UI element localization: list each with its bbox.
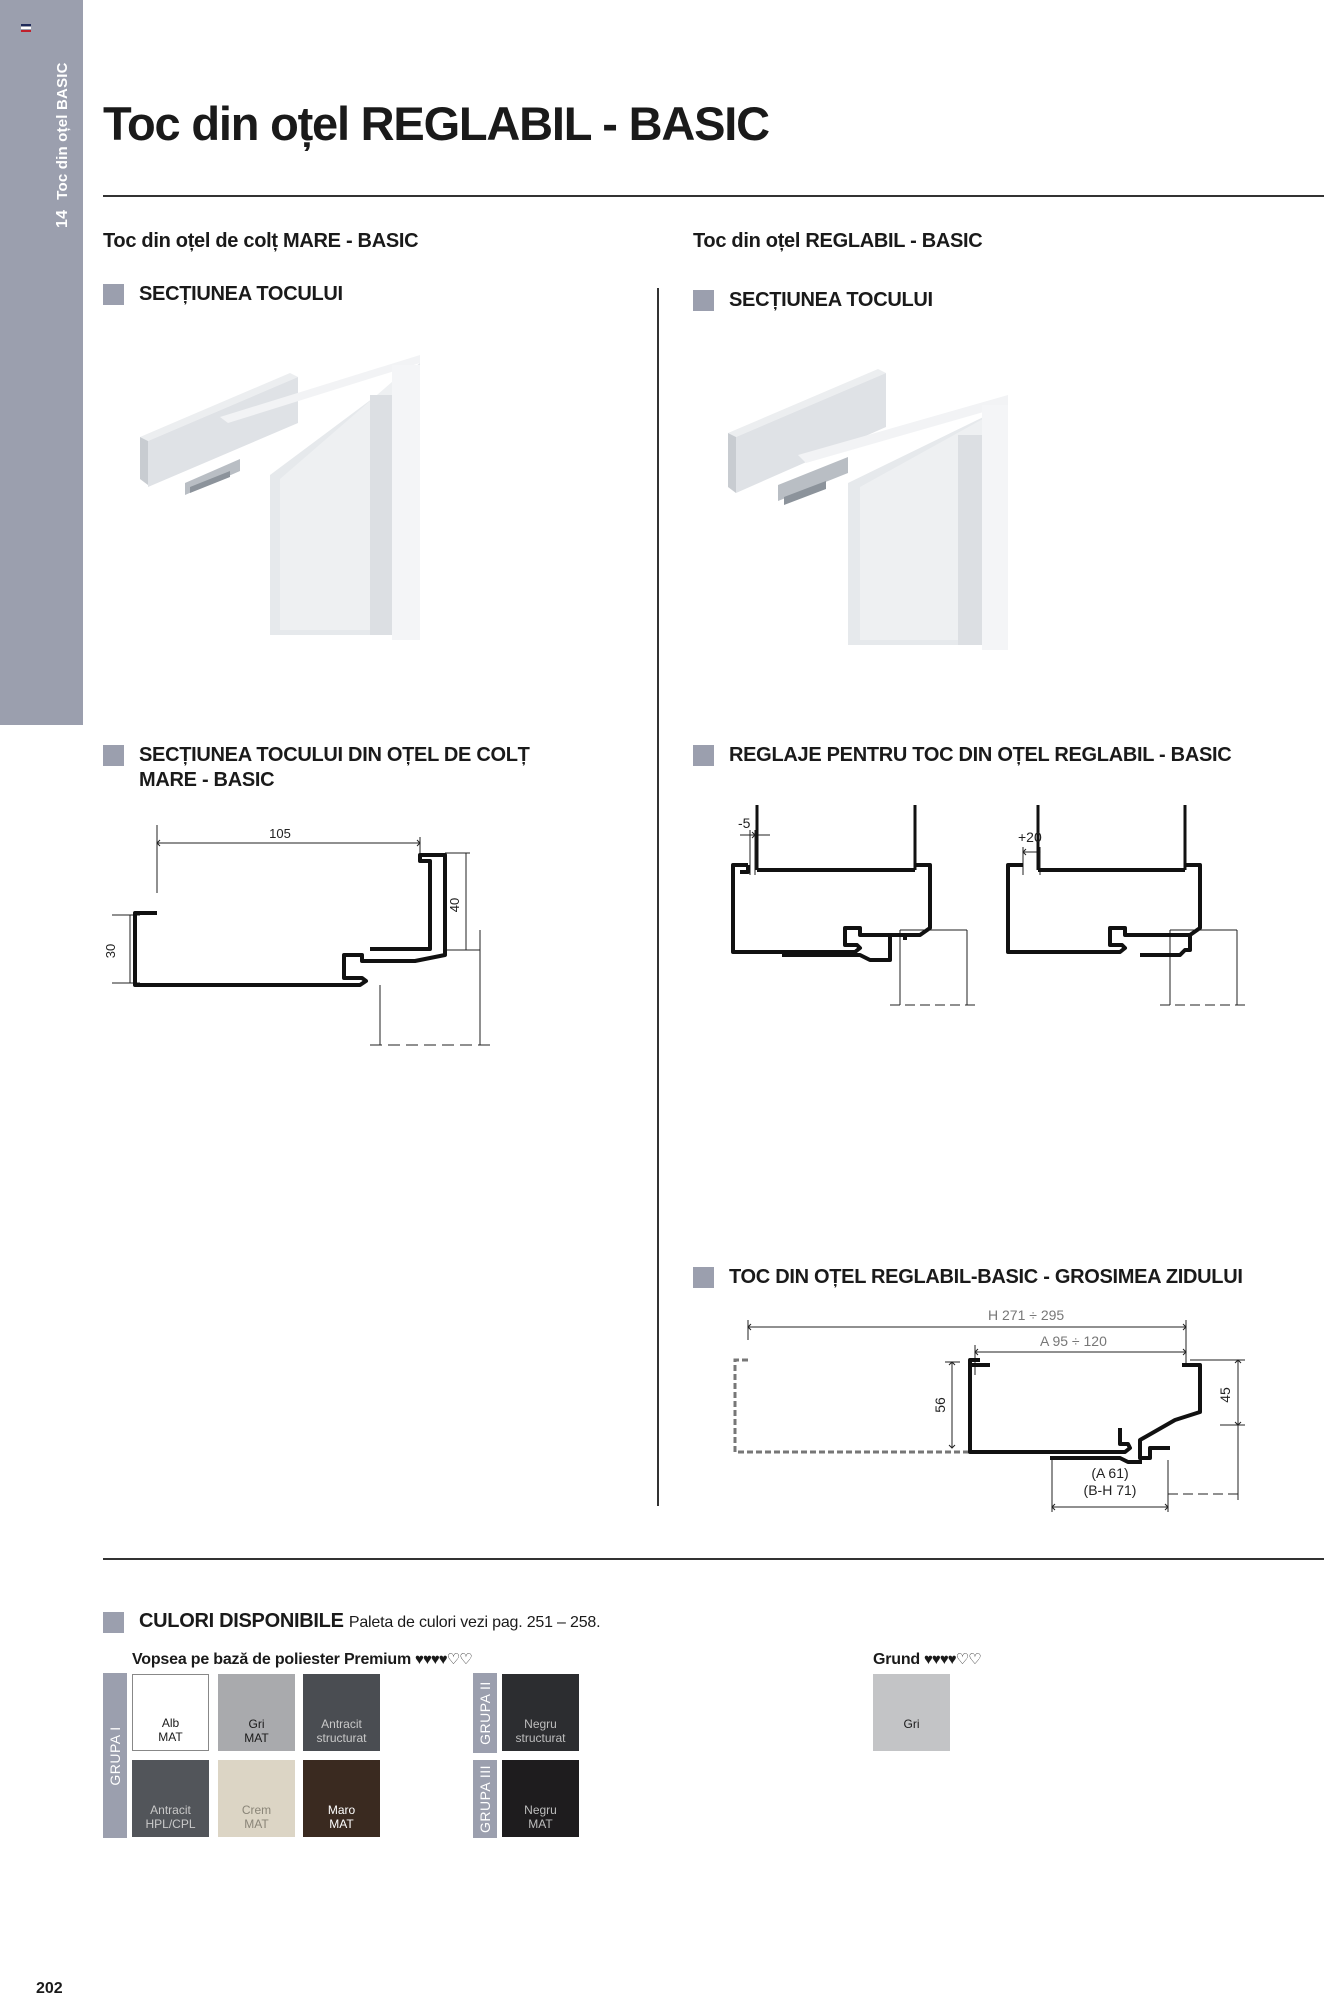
grund-label-text: Grund [873, 1651, 920, 1668]
sidebar-section-title [54, 62, 72, 228]
color-swatch [502, 1760, 579, 1837]
swatch-name: Alb [161, 1716, 180, 1730]
sidebar [0, 0, 83, 725]
color-swatch [218, 1674, 295, 1751]
wall-a61-label: (A 61) [1091, 1465, 1129, 1481]
column-divider [657, 288, 659, 1506]
color-swatch [218, 1760, 295, 1837]
left-profile-heading [103, 743, 530, 793]
wall-thickness-heading: TOC DIN OȚEL REGLABIL-BASIC - GROSIMEA ZIDULUI [693, 1265, 1243, 1290]
sidebar-page-number: 14 [54, 209, 71, 228]
color-swatch [132, 1760, 209, 1837]
color-swatch [132, 1674, 209, 1751]
color-swatch [303, 1760, 380, 1837]
flag-icon [21, 24, 31, 31]
group-1-label [103, 1673, 127, 1838]
left-column-heading: Toc din oțel de colț MARE - BASIC [103, 230, 419, 252]
group-2-text: GRUPA II [477, 1681, 493, 1745]
right-column-heading: Toc din oțel REGLABIL - BASIC [693, 230, 983, 252]
swatch-finish: MAT [244, 1817, 269, 1831]
colors-heading-text: CULORI DISPONIBILE [139, 1610, 344, 1632]
swatch-finish: MAT [244, 1731, 269, 1745]
swatch-finish: HPL/CPL [145, 1817, 196, 1831]
sidebar-title-text: Toc din oțel BASIC [54, 62, 71, 200]
swatch-name: Antracit [321, 1717, 362, 1731]
dim-width: 105 [269, 826, 291, 841]
adjustable-frame-render [718, 365, 1018, 665]
paint-rating: ♥♥♥♥♡♡ [415, 1651, 472, 1668]
wall-a-label: A 95 ÷ 120 [1040, 1333, 1107, 1349]
colors-note: Paleta de culori vezi pag. 251 – 258. [348, 1614, 601, 1631]
wall-right-height: 45 [1217, 1387, 1233, 1403]
color-swatch [873, 1674, 950, 1751]
adjust-minus-label: -5 [738, 815, 751, 831]
left-profile-heading-line2: MARE - BASIC [139, 769, 275, 791]
swatch-name: Negru [524, 1717, 557, 1731]
colors-heading [103, 1610, 600, 1633]
swatch-name: Gri [248, 1717, 265, 1731]
group-3-text: GRUPA III [477, 1764, 493, 1834]
grund-label [873, 1650, 981, 1669]
wall-h-label: H 271 ÷ 295 [988, 1307, 1065, 1323]
swatch-name: Antracit [150, 1803, 191, 1817]
swatch-name: Maro [327, 1803, 356, 1817]
corner-frame-render [130, 355, 430, 655]
adjustment-profile-drawing [690, 800, 1324, 1020]
corner-frame-profile-drawing [100, 815, 500, 1055]
title-divider [103, 195, 1324, 197]
paint-label-text: Vopsea pe bază de poliester Premium [132, 1651, 412, 1668]
group-2-label [473, 1673, 497, 1753]
color-swatch [502, 1674, 579, 1751]
right-section-heading: SECȚIUNEA TOCULUI [693, 288, 933, 313]
swatch-finish: MAT [329, 1817, 354, 1831]
swatch-name: Gri [903, 1717, 920, 1731]
colors-divider [103, 1558, 1324, 1560]
swatch-name: Negru [524, 1803, 557, 1817]
paint-label [132, 1650, 472, 1669]
color-swatch [303, 1674, 380, 1751]
group-1-text: GRUPA I [107, 1725, 123, 1786]
swatch-finish: MAT [528, 1817, 553, 1831]
adjust-plus-label: +20 [1018, 829, 1042, 845]
dim-depth: 40 [447, 897, 462, 913]
swatch-finish: structurat [316, 1731, 367, 1745]
grund-rating: ♥♥♥♥♡♡ [924, 1651, 981, 1668]
wall-thickness-drawing [700, 1300, 1280, 1520]
adjustment-heading: REGLAJE PENTRU TOC DIN OȚEL REGLABIL - BASIC [693, 743, 1231, 768]
group-3-label [473, 1760, 497, 1838]
dim-height: 30 [103, 943, 118, 959]
left-section-heading: SECȚIUNEA TOCULUI [103, 282, 343, 307]
page-number: 202 [36, 1980, 63, 1997]
wall-bh71-label: (B-H 71) [1083, 1482, 1137, 1498]
swatch-finish: MAT [158, 1730, 183, 1744]
page-title: Toc din oțel REGLABIL - BASIC [103, 97, 769, 150]
swatch-finish: structurat [515, 1731, 566, 1745]
wall-left-height: 56 [932, 1397, 948, 1413]
swatch-name: Crem [241, 1803, 272, 1817]
left-profile-heading-line1: SECȚIUNEA TOCULUI DIN OȚEL DE COLȚ [139, 744, 530, 766]
